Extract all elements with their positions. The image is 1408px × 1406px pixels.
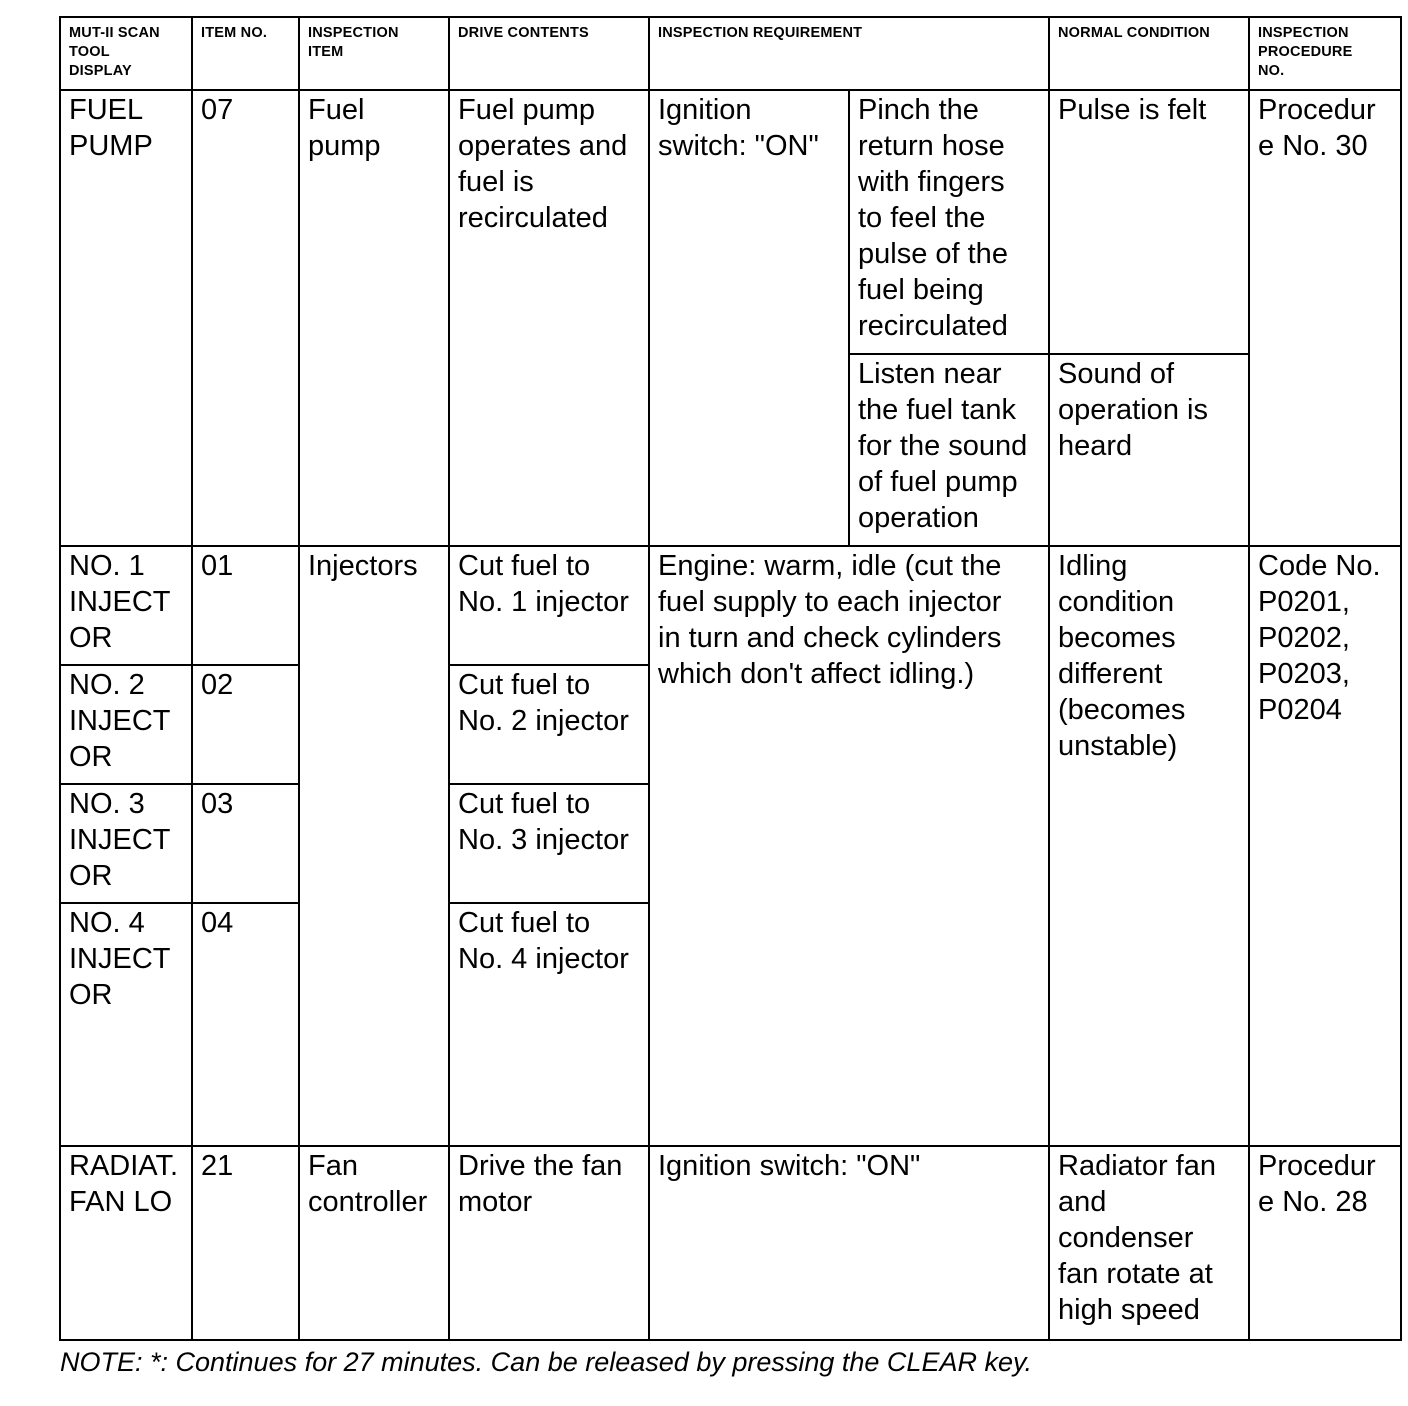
footnote: NOTE: *: Continues for 27 minutes. Can be released by pressing the CLEAR key. <box>60 1347 1032 1377</box>
radiator-fan-procedure: Procedur e No. 28 <box>1249 1146 1401 1340</box>
injector-2-display: NO. 2 INJECT OR <box>60 665 192 784</box>
radiator-fan-drive-contents: Drive the fan motor <box>449 1146 649 1340</box>
injector-1-item-no: 01 <box>192 546 299 665</box>
injector-1-drive: Cut fuel to No. 1 injector <box>449 546 649 665</box>
header-inspection-item: INSPECTION ITEM <box>299 17 449 90</box>
header-item-no: ITEM NO. <box>192 17 299 90</box>
fuel-pump-normal-sound: Sound of operation is heard <box>1049 354 1249 546</box>
injector-3-display: NO. 3 INJECT OR <box>60 784 192 903</box>
injectors-inspection-item: Injectors <box>299 546 449 1146</box>
injector-2-drive: Cut fuel to No. 2 injector <box>449 665 649 784</box>
fuel-pump-check-sound: Listen near the fuel tank for the sound of fuel pump operation <box>849 354 1049 546</box>
radiator-fan-display: RADIAT. FAN LO <box>60 1146 192 1340</box>
injectors-procedure: Code No. P0201, P0202, P0203, P0204 <box>1249 546 1401 1146</box>
radiator-fan-requirement: Ignition switch: "ON" <box>649 1146 1049 1340</box>
fuel-pump-display: FUEL PUMP <box>60 90 192 546</box>
header-inspection-requirement: INSPECTION REQUIREMENT <box>649 17 1049 90</box>
radiator-fan-item-no: 21 <box>192 1146 299 1340</box>
fuel-pump-item-no: 07 <box>192 90 299 546</box>
radiator-fan-normal: Radiator fan and condenser fan rotate at high speed <box>1049 1146 1249 1340</box>
injector-4-drive: Cut fuel to No. 4 injector <box>449 903 649 1146</box>
header-procedure-no: INSPECTION PROCEDURE NO. <box>1249 17 1401 90</box>
injector-2-item-no: 02 <box>192 665 299 784</box>
injector-4-item-no: 04 <box>192 903 299 1146</box>
injectors-requirement: Engine: warm, idle (cut the fuel supply to each injector in turn and check cylinders which don't affect idling.) <box>649 546 1049 1146</box>
header-display: MUT-II SCAN TOOL DISPLAY <box>60 17 192 90</box>
radiator-fan-inspection-item: Fan controller <box>299 1146 449 1340</box>
header-drive-contents: DRIVE CONTENTS <box>449 17 649 90</box>
injectors-normal: Idling condition becomes different (becomes unstable) <box>1049 546 1249 1146</box>
header-row <box>60 17 1401 90</box>
fuel-pump-procedure: Procedur e No. 30 <box>1249 90 1401 546</box>
injector-1-display: NO. 1 INJECT OR <box>60 546 192 665</box>
fuel-pump-check-pulse: Pinch the return hose with fingers to feel the pulse of the fuel being recirculated <box>849 90 1049 354</box>
injector-3-item-no: 03 <box>192 784 299 903</box>
injector-4-display: NO. 4 INJECT OR <box>60 903 192 1146</box>
injector-3-drive: Cut fuel to No. 3 injector <box>449 784 649 903</box>
inspection-table <box>59 16 1402 1341</box>
fuel-pump-normal-pulse: Pulse is felt <box>1049 90 1249 354</box>
fuel-pump-inspection-item: Fuel pump <box>299 90 449 546</box>
table-row <box>60 90 1401 354</box>
table-row <box>60 1146 1401 1340</box>
fuel-pump-requirement: Ignition switch: "ON" <box>649 90 849 546</box>
header-normal-condition: NORMAL CONDITION <box>1049 17 1249 90</box>
fuel-pump-drive-contents: Fuel pump operates and fuel is recirculated <box>449 90 649 546</box>
table-row <box>60 546 1401 665</box>
